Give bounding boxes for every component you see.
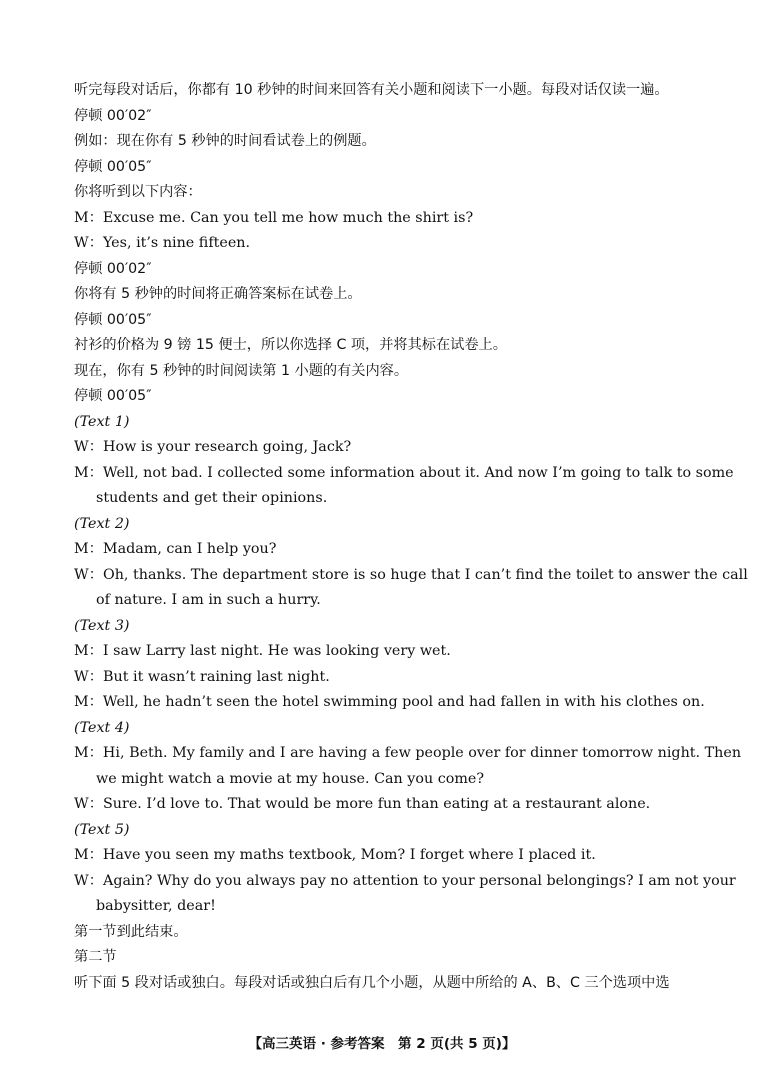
pause-line: 停顿 00′05″: [74, 311, 152, 328]
instruction-line: 衬衫的价格为 9 镑 15 便士，所以你选择 C 项，并将其标在试卷上。: [74, 337, 507, 353]
instruction-line: 你将有 5 秒钟的时间将正确答案标在试卷上。: [74, 286, 362, 302]
dialogue-line-continued: babysitter, dear!: [96, 898, 216, 914]
pause-line: 停顿 00′02″: [74, 107, 152, 124]
dialogue-line: M：I saw Larry last night. He was looking very wet.: [74, 643, 451, 659]
instruction-line: 听完每段对话后，你都有 10 秒钟的时间来回答有关小题和阅读下一小题。每段对话仅读一遍。: [74, 82, 669, 98]
dialogue-line: W：But it wasn’t raining last night.: [74, 668, 330, 685]
text-label: (Text 1): [74, 413, 130, 430]
dialogue-line-continued: of nature. I am in such a hurry.: [96, 592, 321, 608]
dialogue-line: W：Sure. I’d love to. That would be more fun than eating at a restaurant alone.: [74, 796, 651, 812]
pause-line: 停顿 00′05″: [74, 158, 152, 175]
pause-line: 停顿 00′05″: [74, 388, 152, 404]
text-label: (Text 4): [74, 719, 130, 736]
instruction-line: 你将听到以下内容：: [74, 184, 202, 200]
dialogue-line: W：How is your research going, Jack?: [74, 439, 352, 455]
text-label: (Text 2): [74, 515, 130, 532]
dialogue-line-continued: we might watch a movie at my house. Can you come?: [96, 770, 485, 787]
dialogue-line: M：Well, he hadn’t seen the hotel swimming pool and had fallen in with his clothes on.: [74, 694, 705, 710]
example-line: 例如：现在你有 5 秒钟的时间看试卷上的例题。: [74, 133, 376, 149]
pause-line: 停顿 00′02″: [74, 260, 152, 277]
dialogue-line: W：Again? Why do you always pay no attention to your personal belongings? I am not your: [74, 872, 736, 889]
page-footer: 【高三英语 · 参考答案 第 2 页(共 5 页)】: [248, 1036, 516, 1052]
dialogue-line: W：Yes, it’s nine fifteen.: [74, 235, 251, 251]
text-label: (Text 5): [74, 821, 130, 838]
dialogue-line-continued: students and get their opinions.: [96, 490, 328, 506]
dialogue-line: M：Have you seen my maths textbook, Mom? I forget where I placed it.: [74, 847, 596, 863]
instruction-line: 现在，你有 5 秒钟的时间阅读第 1 小题的有关内容。: [74, 362, 409, 379]
section-heading: 第二节: [74, 949, 117, 965]
text-label: (Text 3): [74, 617, 130, 634]
dialogue-line: M：Hi, Beth. My family and I are having a few people over for dinner tomorrow night. Then: [74, 745, 742, 761]
dialogue-line: M：Well, not bad. I collected some information about it. And now I’m going to talk to some: [74, 464, 734, 481]
dialogue-line: M：Excuse me. Can you tell me how much the shirt is?: [74, 209, 474, 226]
document-body: [74, 78, 748, 996]
section-end-line: 第一节到此结束。: [74, 923, 188, 940]
instruction-line: 听下面 5 段对话或独白。每段对话或独白后有几个小题，从题中所给的 A、B、C 三个选项中选: [74, 974, 670, 991]
dialogue-line: M：Madam, can I help you?: [74, 541, 277, 557]
dialogue-line: W：Oh, thanks. The department store is so huge that I can’t find the toilet to answer the call: [74, 566, 748, 583]
